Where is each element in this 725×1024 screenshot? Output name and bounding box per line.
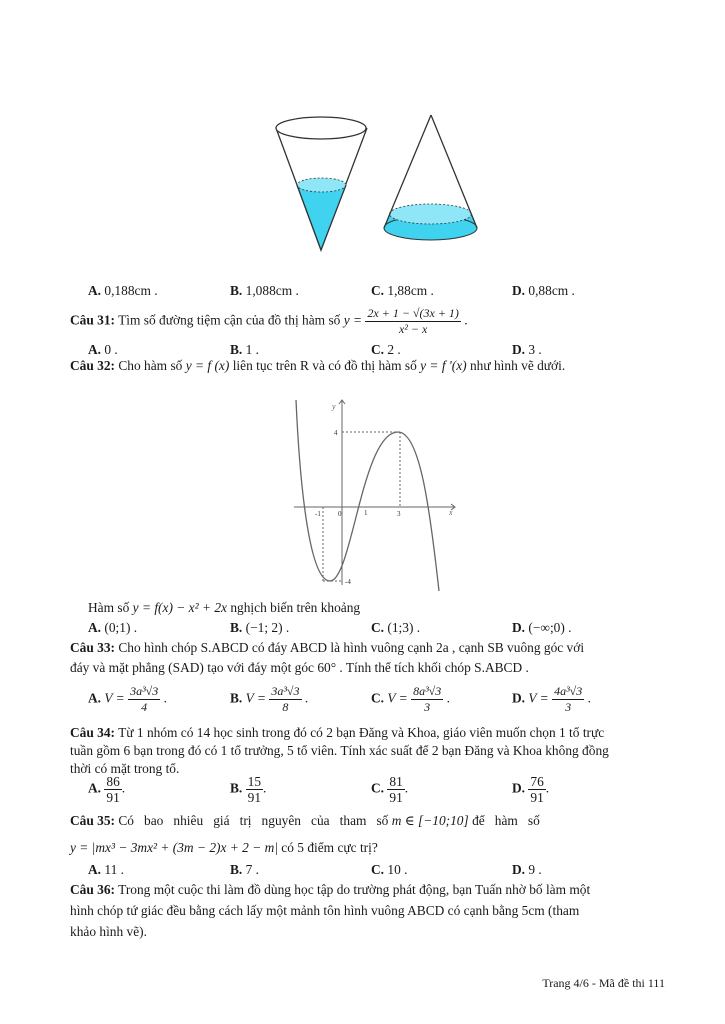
option-label: B.	[230, 862, 243, 877]
question-label: Câu 34:	[70, 725, 116, 740]
tick-label: 0	[338, 510, 342, 518]
q32-stem	[88, 600, 360, 616]
formula-denominator: 3	[565, 700, 572, 714]
option-label: D.	[512, 342, 526, 357]
option-text: 0,188cm .	[104, 283, 158, 298]
option-label: B.	[230, 283, 243, 298]
option-label: A.	[88, 283, 102, 298]
formula-numerator: 15	[247, 774, 262, 789]
question-33	[70, 638, 668, 678]
option-label: C.	[371, 780, 385, 796]
question-text: Trong một cuộc thi làm đồ dùng học tập do trường phát động, bạn Tuấn nhờ bố làm một	[118, 882, 591, 897]
formula-numerator: 8a³√3	[413, 684, 442, 698]
tick-label: -4	[345, 578, 351, 586]
formula-numerator: 81	[389, 774, 403, 789]
tick-label: 4	[334, 429, 338, 437]
option-label: A.	[88, 862, 102, 877]
formula-denominator: 8	[282, 700, 289, 714]
question-label: Câu 36:	[70, 882, 116, 897]
formula-denominator: x² − x	[398, 322, 428, 336]
option-text: 0 .	[104, 342, 118, 357]
option-label: B.	[230, 690, 243, 706]
formula: y = |mx³ − 3mx² + (3m − 2)x + 2 − m|	[70, 840, 278, 855]
question-31: Câu 31: Tìm số đường tiệm cận của đồ thị hàm số y = $\frac{2x + 1 - √(3x + 1)}{\text{x² − x}}$ .	[70, 306, 468, 336]
option-text: 11 .	[104, 862, 124, 877]
question-text: Cho hình chóp S.ABCD có đáy ABCD là hình vuông cạnh 2a , cạnh SB vuông góc với	[118, 640, 585, 655]
question-label: Câu 33:	[70, 640, 116, 655]
question-34	[70, 724, 668, 778]
option-label: B.	[230, 780, 243, 796]
question-35	[70, 813, 540, 829]
question-text: thời có mặt trong tổ.	[70, 761, 180, 776]
question-text: để hàm số	[472, 813, 540, 828]
option-label: D.	[512, 690, 526, 706]
option-label: A.	[88, 780, 102, 796]
inverted-cone	[276, 117, 367, 250]
formula-denominator: 91	[106, 790, 120, 805]
formula-lhs: V =	[245, 690, 266, 706]
derivative-graph	[290, 395, 460, 591]
question-text: Có bao nhiêu giá trị nguyên của tham số	[118, 813, 389, 828]
formula-numerator: 86	[106, 774, 120, 789]
option-label: D.	[512, 780, 526, 796]
question-text: nghịch biến trên khoảng	[230, 600, 361, 615]
question-32	[70, 358, 565, 374]
option-label: A.	[88, 342, 102, 357]
option-text: 0,88cm .	[528, 283, 575, 298]
formula-numerator: 3a³√3	[271, 684, 300, 698]
option-label: D.	[512, 283, 526, 298]
option-label: C.	[371, 690, 385, 706]
option-text: (−∞;0) .	[528, 620, 572, 635]
option-text: 2 .	[387, 342, 401, 357]
question-35-line2	[70, 840, 378, 856]
formula-denominator: 91	[389, 790, 403, 805]
formula-numerator: 3a³√3	[130, 684, 159, 698]
question-label: Câu 32:	[70, 358, 116, 373]
question-label: Câu 31:	[70, 312, 116, 328]
option-text: 9 .	[528, 862, 542, 877]
page-footer: Trang 4/6 - Mã đề thi 111	[542, 976, 665, 990]
formula-lhs: V =	[528, 690, 549, 706]
formula: y = f (x)	[185, 358, 230, 373]
option-label: B.	[230, 342, 243, 357]
formula: m ∈ [−10;10]	[391, 813, 469, 828]
question-text: Tìm số đường tiệm cận của đồ thị hàm số	[118, 312, 341, 328]
formula-denominator: 3	[424, 700, 431, 714]
question-label: Câu 35:	[70, 813, 116, 828]
y-axis-label: y	[332, 402, 336, 411]
option-text: 7 .	[245, 862, 260, 877]
formula-numerator: 76	[530, 774, 544, 789]
tick-label: -1	[315, 510, 321, 518]
option-label: A.	[88, 690, 102, 706]
option-text: (0;1) .	[104, 620, 138, 635]
x-axis-label: x	[449, 508, 453, 517]
formula-lhs: y =	[343, 312, 363, 328]
upright-cone	[384, 115, 477, 240]
question-text: tuần gồm 6 bạn trong đó có 1 tổ trưởng, 5 tổ viên. Tính xác suất để 2 bạn Đăng và Khoa không đồng	[70, 743, 609, 758]
question-text: đáy và mặt phẳng (SAD) tạo với đáy một góc 60° . Tính thể tích khối chóp S.ABCD .	[70, 660, 529, 675]
formula-lhs: V =	[387, 690, 408, 706]
question-text: Cho hàm số	[118, 358, 183, 373]
option-label: A.	[88, 620, 102, 635]
option-label: C.	[371, 342, 385, 357]
option-text: (−1; 2) .	[245, 620, 290, 635]
question-text: Hàm số	[88, 600, 130, 615]
option-label: B.	[230, 620, 243, 635]
option-text: 1,88cm .	[387, 283, 434, 298]
formula-denominator: 91	[530, 790, 544, 805]
formula-numerator: 4a³√3	[554, 684, 583, 698]
tick-label: 1	[364, 509, 368, 517]
option-text: 1 .	[245, 342, 260, 357]
question-text: Từ 1 nhóm có 14 học sinh trong đó có 2 bạn Đăng và Khoa, giáo viên muốn chọn 1 tổ trực	[118, 725, 605, 740]
option-text: 10 .	[387, 862, 408, 877]
cones-figure	[266, 110, 496, 262]
formula-denominator: 4	[141, 700, 148, 714]
option-label: C.	[371, 283, 385, 298]
option-label: D.	[512, 862, 526, 877]
question-text: có 5 điểm cực trị?	[281, 840, 378, 855]
option-text: 1,088cm .	[245, 283, 299, 298]
formula: y = f(x) − x² + 2x	[132, 600, 227, 615]
option-label: C.	[371, 620, 385, 635]
formula: y = f '(x)	[420, 358, 467, 373]
option-label: D.	[512, 620, 526, 635]
option-text: 3 .	[528, 342, 542, 357]
question-36	[70, 879, 668, 942]
tick-label: 3	[397, 510, 401, 518]
f-prime-curve	[296, 400, 439, 591]
formula-lhs: V =	[104, 690, 125, 706]
question-text: khảo hình vẽ).	[70, 924, 147, 939]
formula-fraction	[365, 306, 461, 337]
option-text: (1;3) .	[387, 620, 421, 635]
question-text: hình chóp tứ giác đều bằng cách lấy một mảnh tôn hình vuông ABCD có cạnh bằng 5cm (tham	[70, 903, 580, 918]
formula-numerator: 2x + 1 − √(3x + 1)	[367, 306, 459, 320]
question-text: liên tục trên R và có đồ thị hàm số	[232, 358, 417, 373]
option-label: C.	[371, 862, 385, 877]
question-text: như hình vẽ dưới.	[469, 358, 566, 373]
formula-denominator: 91	[247, 790, 262, 805]
